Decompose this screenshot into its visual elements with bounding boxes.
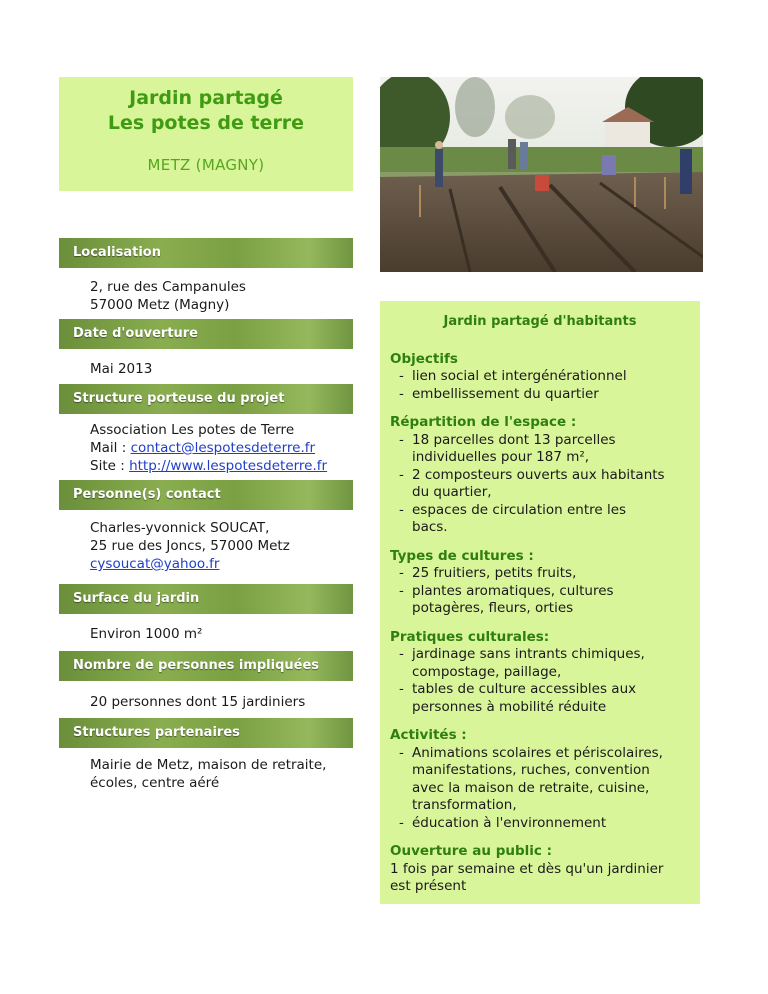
list-item: - 2 composteurs ouverts aux habitants du quartier, — [399, 466, 665, 500]
section-header-partners: Structures partenaires — [59, 718, 353, 748]
panel-title: Jardin partagé d'habitants — [443, 314, 637, 329]
cultures-heading: Types de cultures : — [390, 547, 534, 564]
partners-text — [90, 756, 360, 792]
repartition-block — [390, 414, 690, 537]
site-link[interactable]: http://www.lespotesdeterre.fr — [129, 458, 328, 474]
ouverture-text: est présent — [390, 878, 467, 894]
section-header-surface: Surface du jardin — [59, 584, 353, 614]
contact-name: Charles-yvonnick SOUCAT, — [90, 520, 270, 536]
list-item: - Animations scolaires et périscolaires, manifestations, ruches, convention avec la maison de retraite, cuisine, transformation, — [399, 744, 663, 813]
repartition-heading: Répartition de l'espace : — [390, 414, 577, 430]
people-text — [90, 693, 360, 711]
surface-value: Environ 1000 m² — [90, 626, 203, 642]
list-item: - éducation à l'environnement — [399, 814, 607, 831]
garden-location: METZ (MAGNY) — [147, 156, 265, 174]
contact-text — [90, 519, 360, 573]
list-item: - lien social et intergénérationnel — [399, 368, 627, 384]
partners-line: Mairie de Metz, maison de retraite, — [90, 757, 327, 773]
description-panel — [380, 301, 700, 904]
list-item: - espaces de circulation entre les bacs. — [399, 501, 627, 535]
objectifs-heading: Objectifs — [390, 350, 458, 367]
ouverture-text: 1 fois par semaine et dès qu'un jardinier — [390, 860, 664, 877]
section-header-structure: Structure porteuse du projet — [59, 384, 353, 414]
list-item: - tables de culture accessibles aux personnes à mobilité réduite — [399, 681, 637, 715]
list-item: - 18 parcelles dont 13 parcelles individuelles pour 187 m², — [399, 431, 616, 465]
activites-block — [390, 727, 690, 832]
mail-link[interactable]: contact@lespotesdeterre.fr — [130, 440, 316, 456]
list-item: - embellissement du quartier — [399, 385, 599, 402]
garden-title: Jardin partagé — [129, 87, 283, 109]
garden-photo — [380, 77, 703, 272]
date-text — [90, 360, 360, 378]
list-item: - jardinage sans intrants chimiques, compostage, paillage, — [399, 646, 645, 680]
section-header-date: Date d'ouverture — [59, 319, 353, 349]
association-name: Association Les potes de Terre — [90, 422, 295, 438]
pratiques-block — [390, 629, 690, 717]
pratiques-heading: Pratiques culturales: — [390, 628, 550, 645]
list-item: - 25 fruitiers, petits fruits, — [399, 565, 577, 581]
surface-text — [90, 625, 360, 643]
contact-address: 25 rue des Joncs, 57000 Metz — [90, 538, 290, 554]
section-header-people: Nombre de personnes impliquées — [59, 651, 353, 681]
address-line: 57000 Metz (Magny) — [90, 297, 230, 313]
mail-line — [90, 439, 360, 457]
ouverture-heading: Ouverture au public : — [390, 843, 552, 859]
partners-line: écoles, centre aéré — [90, 775, 220, 791]
site-label: Site : — [90, 458, 130, 474]
objectifs-block — [390, 351, 690, 404]
section-header-contact: Personne(s) contact — [59, 480, 353, 510]
structure-text — [90, 421, 360, 475]
section-header-localisation: Localisation — [59, 238, 353, 268]
activites-heading: Activités : — [390, 727, 467, 743]
title-box — [59, 77, 353, 191]
opening-date: Mai 2013 — [90, 361, 153, 377]
address-text — [90, 278, 360, 314]
site-line — [90, 457, 360, 475]
garden-name: Les potes de terre — [107, 112, 305, 134]
list-item: - plantes aromatiques, cultures potagères, fleurs, orties — [399, 582, 614, 616]
people-count: 20 personnes dont 15 jardiniers — [90, 694, 306, 710]
mail-label: Mail : — [90, 440, 131, 456]
contact-email-link[interactable]: cysoucat@yahoo.fr — [90, 556, 220, 572]
cultures-block — [390, 548, 690, 618]
address-line: 2, rue des Campanules — [90, 279, 246, 295]
ouverture-block — [390, 843, 690, 896]
